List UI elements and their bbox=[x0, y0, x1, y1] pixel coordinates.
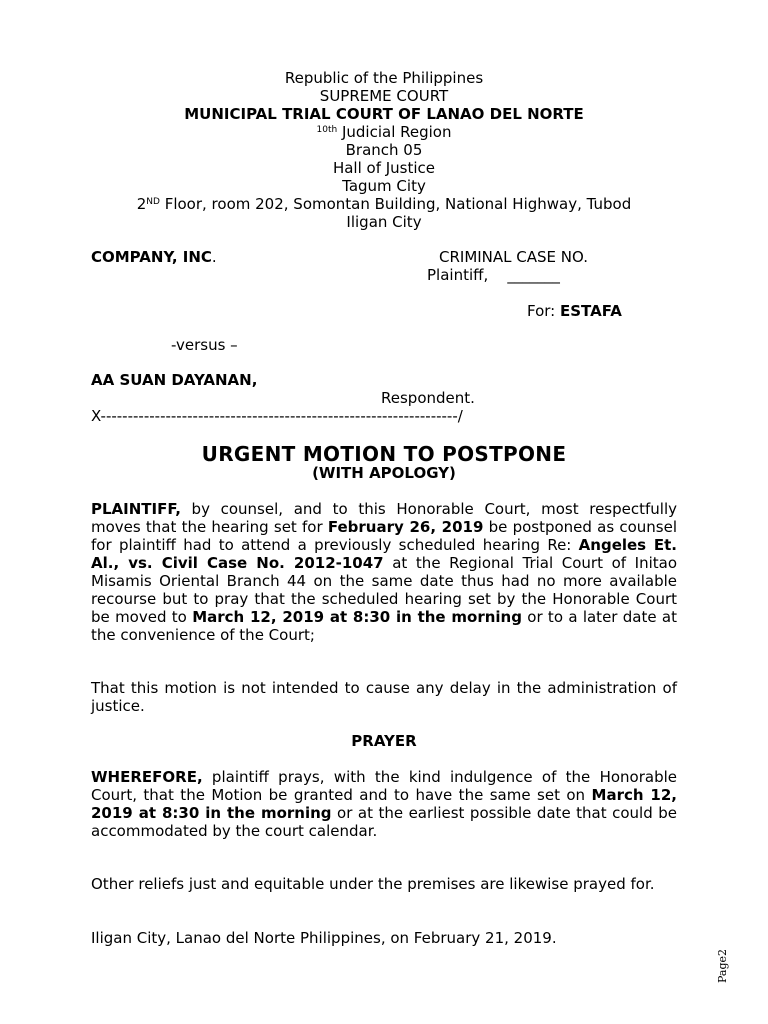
header-republic: Republic of the Philippines bbox=[284, 69, 484, 87]
region-text: Judicial Region bbox=[337, 123, 452, 141]
p3-text-2: or at the earliest possible date that could be accommodated by the court calendar. bbox=[91, 804, 677, 840]
case-number-label: CRIMINAL CASE NO. bbox=[439, 248, 588, 266]
paragraph-wherefore bbox=[91, 768, 677, 840]
plaintiff-role bbox=[427, 266, 560, 284]
paragraph-no-delay: That this motion is not intended to cause any delay in the administration of justice. bbox=[91, 679, 677, 715]
for-label: For: bbox=[527, 302, 560, 320]
place-and-date: Iligan City, Lanao del Norte Philippines, on February 21, 2019. bbox=[91, 929, 557, 947]
paragraph-other-reliefs: Other reliefs just and equitable under the premises are likewise prayed for. bbox=[91, 875, 655, 893]
motion-subtitle: (WITH APOLOGY) bbox=[312, 464, 456, 482]
motion-title: URGENT MOTION TO POSTPONE bbox=[201, 442, 567, 466]
respondent-name: AA SUAN DAYANAN, bbox=[91, 371, 258, 389]
header-branch: Branch 05 bbox=[345, 141, 423, 159]
floor-superscript: ND bbox=[146, 197, 160, 207]
case-number-blank: _______ bbox=[507, 266, 560, 284]
floor-text: Floor, room 202, Somontan Building, National Highway, Tubod bbox=[159, 195, 632, 213]
plaintiff-name bbox=[91, 248, 217, 266]
p1-text-2: be postponed as counsel for plaintiff had to attend a previously scheduled hearing Re: bbox=[91, 518, 677, 554]
prayer-heading: PRAYER bbox=[351, 732, 417, 750]
p1-text-3: at the Regional Trial Court of Initao Misamis Oriental Branch 44 on the same date thus had no more available recourse but to pray that the scheduled hearing set by the Honorable Court be moved to bbox=[91, 554, 677, 626]
p1-new-date: March 12, 2019 at 8:30 in the morning bbox=[192, 608, 522, 626]
caption-divider: X------------------------------------------------------------------/ bbox=[91, 407, 463, 425]
header-city: Tagum City bbox=[342, 177, 426, 195]
header-supreme-court: SUPREME COURT bbox=[319, 87, 449, 105]
plaintiff-role-text: Plaintiff, bbox=[427, 266, 489, 284]
paragraph-motion bbox=[91, 500, 677, 644]
plaintiff-name-text: COMPANY, INC bbox=[91, 248, 212, 266]
header-judicial-region bbox=[0, 123, 768, 141]
for-value: ESTAFA bbox=[560, 302, 622, 320]
region-superscript: 10th bbox=[316, 125, 338, 135]
p3-wherefore: WHEREFORE, bbox=[91, 768, 203, 786]
p1-date: February 26, 2019 bbox=[327, 518, 484, 536]
header-court-name: MUNICIPAL TRIAL COURT OF LANAO DEL NORTE bbox=[184, 105, 584, 123]
p1-case-ref: Angeles Et. Al., vs. Civil Case No. 2012-1047 bbox=[91, 536, 678, 572]
respondent-role: Respondent. bbox=[381, 389, 475, 407]
p1-text-1: by counsel, and to this Honorable Court, most respectfully moves that the hearing set for bbox=[91, 500, 677, 536]
header-hall: Hall of Justice bbox=[332, 159, 436, 177]
p3-date: March 12, 2019 at 8:30 in the morning bbox=[91, 786, 677, 822]
p1-text-4: or to a later date at the convenience of the Court; bbox=[91, 608, 677, 644]
floor-number: 2 bbox=[136, 195, 147, 213]
header-address-city: Iligan City bbox=[346, 213, 422, 231]
versus-label: -versus – bbox=[171, 336, 238, 354]
header-address bbox=[0, 195, 768, 213]
plaintiff-name-dot: . bbox=[211, 248, 217, 266]
p3-text-1: plaintiff prays, with the kind indulgence of the Honorable Court, that the Motion be granted and to have the same set on bbox=[91, 768, 677, 804]
p1-plaintiff: PLAINTIFF, bbox=[91, 500, 181, 518]
page-number: Page2 bbox=[716, 949, 729, 984]
case-for bbox=[527, 302, 622, 320]
